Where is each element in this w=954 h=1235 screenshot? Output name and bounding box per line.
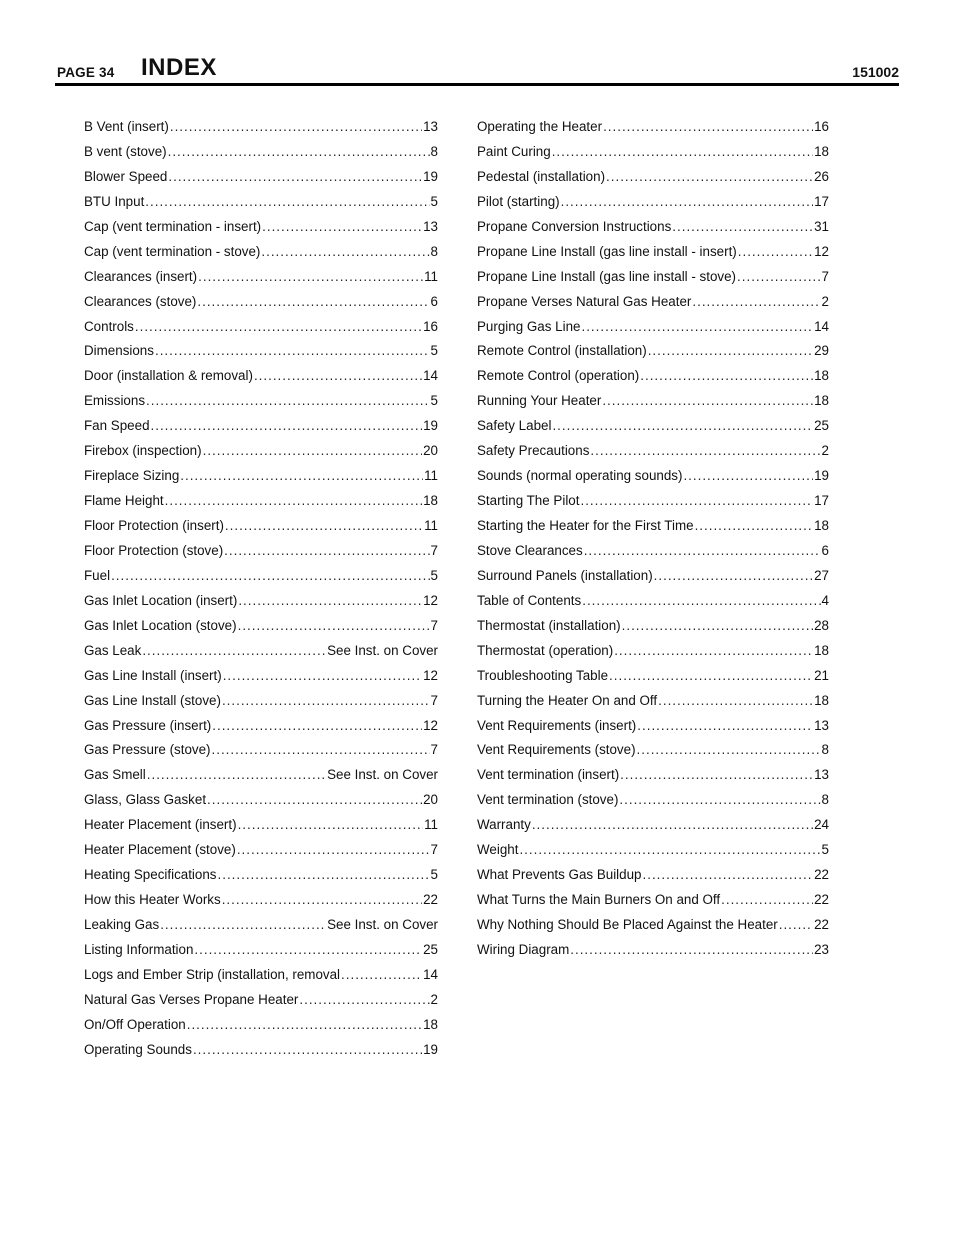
index-entry-label: Heater Placement (stove) bbox=[84, 842, 236, 858]
index-entry-page: 26 bbox=[814, 168, 829, 184]
index-entry-page: 5 bbox=[430, 567, 438, 583]
index-entry-page: 11 bbox=[424, 817, 438, 833]
dot-leader bbox=[261, 244, 429, 259]
index-entry bbox=[84, 817, 438, 842]
index-entry-label: Vent Requirements (insert) bbox=[477, 717, 637, 733]
index-entry-page: 31 bbox=[814, 218, 829, 234]
index-entry bbox=[477, 543, 829, 568]
index-entry bbox=[477, 767, 829, 792]
index-entry-page: 2 bbox=[821, 443, 829, 459]
index-entry-label: BTU Input bbox=[84, 193, 145, 209]
index-entry-label: Starting the Heater for the First Time bbox=[477, 518, 694, 533]
index-entry-page: 6 bbox=[430, 293, 438, 309]
dot-leader bbox=[519, 842, 820, 857]
index-entry-label: Listing Information bbox=[84, 941, 194, 957]
index-entry-label: Blower Speed bbox=[84, 168, 168, 184]
dot-leader bbox=[341, 967, 422, 982]
index-entry-label: B vent (stove) bbox=[84, 143, 167, 159]
dot-leader bbox=[648, 343, 813, 358]
index-entry bbox=[84, 792, 438, 817]
index-column-right bbox=[477, 119, 829, 967]
index-entry-label: Troubleshooting Table bbox=[477, 667, 609, 683]
index-entry-label: Glass, Glass Gasket bbox=[84, 792, 207, 808]
index-entry-label: Heater Placement (insert) bbox=[84, 817, 237, 833]
index-entry bbox=[477, 917, 829, 942]
index-entry-page: 6 bbox=[821, 542, 829, 558]
dot-leader bbox=[570, 942, 813, 957]
index-entry bbox=[84, 518, 438, 543]
dot-leader bbox=[584, 543, 821, 558]
index-entry-page: 2 bbox=[821, 293, 829, 309]
index-entry bbox=[84, 992, 438, 1017]
index-entry-label: Sounds (normal operating sounds) bbox=[477, 468, 683, 484]
dot-leader bbox=[643, 867, 814, 882]
dot-leader bbox=[111, 568, 429, 583]
index-entry-label: On/Off Operation bbox=[84, 1016, 186, 1032]
dot-leader bbox=[165, 493, 422, 508]
index-entry bbox=[84, 393, 438, 418]
index-entry-label: Table of Contents bbox=[477, 592, 582, 608]
index-entry-page: 12 bbox=[423, 667, 438, 683]
index-entry-page: 18 bbox=[814, 368, 829, 384]
dot-leader bbox=[145, 194, 429, 209]
index-entry bbox=[477, 942, 829, 967]
index-entry-label: What Turns the Main Burners On and Off bbox=[477, 892, 721, 908]
index-entry-label: Natural Gas Verses Propane Heater bbox=[84, 991, 299, 1007]
index-entry-page: 13 bbox=[814, 767, 829, 783]
dot-leader bbox=[168, 144, 430, 159]
dot-leader bbox=[779, 917, 813, 932]
index-entry bbox=[84, 368, 438, 393]
dot-leader bbox=[637, 742, 821, 757]
dot-leader bbox=[225, 518, 423, 533]
dot-leader bbox=[622, 618, 813, 633]
index-entry-page: 25 bbox=[423, 941, 438, 957]
dot-leader bbox=[151, 418, 423, 433]
index-entry-label: Weight bbox=[477, 842, 519, 858]
index-entry-page: See Inst. on Cover bbox=[327, 642, 438, 658]
index-entry bbox=[84, 693, 438, 718]
index-entry-label: Safety Label bbox=[477, 418, 552, 434]
index-entry-label: Surround Panels (installation) bbox=[477, 567, 653, 583]
index-entry-label: Operating the Heater bbox=[477, 119, 603, 134]
index-entry bbox=[477, 443, 829, 468]
dot-leader bbox=[238, 817, 424, 832]
index-entry bbox=[84, 418, 438, 443]
index-entry bbox=[84, 1042, 438, 1067]
index-entry-label: Pilot (starting) bbox=[477, 193, 560, 209]
dot-leader bbox=[222, 892, 422, 907]
index-entry bbox=[477, 892, 829, 917]
index-entry-page: 12 bbox=[814, 243, 829, 259]
index-entry bbox=[477, 319, 829, 344]
index-entry-label: Cap (vent termination - stove) bbox=[84, 243, 261, 259]
index-entry-page: 7 bbox=[430, 617, 438, 633]
index-entry bbox=[84, 443, 438, 468]
index-entry bbox=[477, 568, 829, 593]
dot-leader bbox=[187, 1017, 422, 1032]
index-entry-page: 16 bbox=[814, 119, 829, 134]
document-number: 151002 bbox=[852, 64, 899, 80]
index-entry-label: Gas Leak bbox=[84, 642, 142, 658]
dot-leader bbox=[609, 668, 813, 683]
index-entry-page: 20 bbox=[423, 792, 438, 808]
dot-leader bbox=[619, 792, 820, 807]
index-entry-label: Remote Control (operation) bbox=[477, 368, 640, 384]
index-entry-label: Leaking Gas bbox=[84, 917, 160, 932]
index-column-left bbox=[84, 119, 438, 1067]
index-entry-page: 19 bbox=[423, 1041, 438, 1057]
dot-leader bbox=[581, 319, 813, 334]
index-entry bbox=[84, 718, 438, 743]
dot-leader bbox=[737, 269, 821, 284]
index-entry-label: Gas Pressure (stove) bbox=[84, 742, 211, 758]
index-entry-page: 18 bbox=[814, 143, 829, 159]
dot-leader bbox=[218, 867, 430, 882]
dot-leader bbox=[606, 169, 813, 184]
index-entry-page: 12 bbox=[423, 717, 438, 733]
dot-leader bbox=[683, 468, 813, 483]
index-entry-page: 13 bbox=[423, 119, 438, 134]
index-entry-label: Controls bbox=[84, 318, 134, 334]
index-entry bbox=[84, 319, 438, 344]
index-entry bbox=[84, 842, 438, 867]
index-entry-label: Firebox (inspection) bbox=[84, 443, 202, 459]
index-entry-page: See Inst. on Cover bbox=[327, 767, 438, 783]
index-entry bbox=[84, 618, 438, 643]
index-entry bbox=[84, 493, 438, 518]
index-entry-label: Door (installation & removal) bbox=[84, 368, 253, 384]
index-entry-page: 22 bbox=[814, 917, 829, 932]
index-entry-label: Cap (vent termination - insert) bbox=[84, 218, 262, 234]
index-entry-label: Fireplace Sizing bbox=[84, 468, 180, 484]
index-entry-label: Why Nothing Should Be Placed Against the Heater bbox=[477, 917, 778, 932]
index-entry bbox=[84, 967, 438, 992]
dot-leader bbox=[155, 343, 430, 358]
index-entry-label: Propane Verses Natural Gas Heater bbox=[477, 293, 692, 309]
dot-leader bbox=[614, 643, 813, 658]
dot-leader bbox=[194, 942, 422, 957]
index-entry-page: 5 bbox=[430, 193, 438, 209]
index-entry bbox=[84, 543, 438, 568]
index-entry-page: 11 bbox=[424, 468, 438, 484]
dot-leader bbox=[238, 618, 430, 633]
dot-leader bbox=[738, 244, 813, 259]
dot-leader bbox=[620, 767, 813, 782]
index-entry-label: Clearances (insert) bbox=[84, 268, 198, 284]
index-entry-page: 7 bbox=[430, 742, 438, 758]
index-entry-page: 22 bbox=[814, 892, 829, 908]
index-entry-page: 7 bbox=[821, 268, 829, 284]
page-header bbox=[55, 52, 899, 86]
dot-leader bbox=[160, 917, 326, 932]
index-entry-page: 18 bbox=[814, 518, 829, 533]
dot-leader bbox=[552, 144, 813, 159]
index-entry bbox=[477, 867, 829, 892]
index-entry bbox=[477, 418, 829, 443]
index-entry-page: 14 bbox=[423, 368, 438, 384]
dot-leader bbox=[299, 992, 429, 1007]
index-entry-page: 13 bbox=[814, 717, 829, 733]
index-entry-label: Clearances (stove) bbox=[84, 293, 197, 309]
dot-leader bbox=[672, 219, 813, 234]
index-entry-page: 13 bbox=[423, 218, 438, 234]
index-entry-label: Purging Gas Line bbox=[477, 318, 581, 334]
index-entry-label: Warranty bbox=[477, 817, 531, 833]
index-entry-page: 17 bbox=[814, 493, 829, 509]
index-entry bbox=[477, 718, 829, 743]
index-entry-page: 18 bbox=[814, 642, 829, 658]
index-entry-label: B Vent (insert) bbox=[84, 119, 169, 134]
dot-leader bbox=[170, 119, 422, 134]
index-entry-page: 5 bbox=[821, 842, 829, 858]
index-entry bbox=[84, 269, 438, 294]
index-entry-page: 25 bbox=[814, 418, 829, 434]
dot-leader bbox=[602, 393, 813, 408]
dot-leader bbox=[561, 194, 813, 209]
index-entry-page: 27 bbox=[814, 567, 829, 583]
index-entry bbox=[84, 343, 438, 368]
index-entry-label: Gas Smell bbox=[84, 767, 146, 783]
index-entry-label: Thermostat (operation) bbox=[477, 642, 614, 658]
index-entry-page: 7 bbox=[430, 692, 438, 708]
index-entry bbox=[477, 468, 829, 493]
dot-leader bbox=[603, 119, 813, 134]
index-entry bbox=[477, 269, 829, 294]
dot-leader bbox=[222, 693, 430, 708]
index-entry-label: Starting The Pilot bbox=[477, 493, 580, 509]
dot-leader bbox=[212, 718, 422, 733]
index-entry bbox=[477, 119, 829, 144]
index-entry-label: Gas Inlet Location (insert) bbox=[84, 592, 238, 608]
index-entry bbox=[477, 842, 829, 867]
index-entry-page: 11 bbox=[424, 268, 438, 284]
index-entry-page: 8 bbox=[821, 742, 829, 758]
index-entry bbox=[477, 693, 829, 718]
index-entry-label: Logs and Ember Strip (installation, removal bbox=[84, 966, 341, 982]
index-entry bbox=[477, 244, 829, 269]
index-entry-label: Running Your Heater bbox=[477, 393, 602, 409]
index-entry bbox=[84, 742, 438, 767]
index-entry-label: How this Heater Works bbox=[84, 892, 221, 908]
index-entry bbox=[477, 817, 829, 842]
dot-leader bbox=[262, 219, 422, 234]
index-entry bbox=[477, 219, 829, 244]
index-entry bbox=[477, 393, 829, 418]
dot-leader bbox=[552, 418, 813, 433]
index-entry-label: Fan Speed bbox=[84, 418, 150, 434]
dot-leader bbox=[223, 668, 422, 683]
index-entry bbox=[84, 294, 438, 319]
dot-leader bbox=[658, 693, 813, 708]
index-entry-page: 18 bbox=[423, 1016, 438, 1032]
index-entry-label: Gas Pressure (insert) bbox=[84, 717, 212, 733]
index-entry-page: 20 bbox=[423, 443, 438, 459]
dot-leader bbox=[532, 817, 813, 832]
dot-leader bbox=[197, 294, 429, 309]
index-entry-page: 8 bbox=[430, 243, 438, 259]
index-entry bbox=[84, 169, 438, 194]
index-entry-label: Heating Specifications bbox=[84, 867, 217, 883]
index-entry bbox=[477, 618, 829, 643]
index-entry-label: Gas Line Install (stove) bbox=[84, 692, 221, 708]
index-entry-label: Vent Requirements (stove) bbox=[477, 742, 636, 758]
index-entry bbox=[477, 343, 829, 368]
dot-leader bbox=[146, 393, 430, 408]
dot-leader bbox=[238, 593, 422, 608]
index-entry bbox=[84, 643, 438, 668]
index-entry-label: Propane Line Install (gas line install - stove) bbox=[477, 268, 737, 284]
index-entry bbox=[84, 244, 438, 269]
index-entry-label: Safety Precautions bbox=[477, 443, 590, 459]
index-entry-label: Floor Protection (stove) bbox=[84, 542, 224, 558]
index-entry bbox=[477, 792, 829, 817]
index-entry-label: Paint Curing bbox=[477, 143, 551, 159]
index-entry-page: 17 bbox=[814, 193, 829, 209]
dot-leader bbox=[237, 842, 430, 857]
index-entry-page: 28 bbox=[814, 617, 829, 633]
index-entry-page: 7 bbox=[430, 842, 438, 858]
dot-leader bbox=[692, 294, 820, 309]
index-entry bbox=[84, 219, 438, 244]
index-entry-page: 5 bbox=[430, 867, 438, 883]
index-entry-page: 18 bbox=[814, 393, 829, 409]
index-entry-page: 14 bbox=[423, 966, 438, 982]
index-entry bbox=[477, 294, 829, 319]
index-entry-label: Vent termination (stove) bbox=[477, 792, 619, 808]
index-entry bbox=[477, 742, 829, 767]
page-number-label: PAGE 34 bbox=[57, 65, 115, 80]
dot-leader bbox=[207, 792, 422, 807]
index-entry-label: Propane Line Install (gas line install - insert) bbox=[477, 243, 737, 259]
index-entry bbox=[477, 169, 829, 194]
index-entry-page: 21 bbox=[814, 667, 829, 683]
index-entry bbox=[477, 643, 829, 668]
dot-leader bbox=[695, 518, 814, 533]
index-entry bbox=[84, 194, 438, 219]
index-entry bbox=[84, 593, 438, 618]
index-entry-page: 18 bbox=[814, 692, 829, 708]
index-entry-page: 11 bbox=[424, 518, 438, 533]
index-entry-label: Emissions bbox=[84, 393, 146, 409]
index-entry-page: 14 bbox=[814, 318, 829, 334]
dot-leader bbox=[637, 718, 813, 733]
dot-leader bbox=[582, 593, 820, 608]
index-entry-page: 24 bbox=[814, 817, 829, 833]
index-entry-label: Propane Conversion Instructions bbox=[477, 218, 672, 234]
dot-leader bbox=[212, 742, 430, 757]
index-entry bbox=[84, 942, 438, 967]
index-entry-page: 7 bbox=[430, 542, 438, 558]
dot-leader bbox=[254, 368, 422, 383]
index-entry bbox=[84, 892, 438, 917]
index-entry-label: Remote Control (installation) bbox=[477, 343, 647, 359]
dot-leader bbox=[654, 568, 813, 583]
index-entry-page: 19 bbox=[423, 168, 438, 184]
dot-leader bbox=[180, 468, 423, 483]
index-entry bbox=[84, 468, 438, 493]
index-entry-label: Gas Inlet Location (stove) bbox=[84, 617, 237, 633]
dot-leader bbox=[203, 443, 423, 458]
index-entry-label: Stove Clearances bbox=[477, 542, 583, 558]
index-entry-label: Dimensions bbox=[84, 343, 154, 359]
index-entry-label: Operating Sounds bbox=[84, 1041, 192, 1057]
index-entry-label: Thermostat (installation) bbox=[477, 617, 621, 633]
index-entry-label: Fuel bbox=[84, 567, 111, 583]
index-entry-label: What Prevents Gas Buildup bbox=[477, 867, 642, 883]
index-entry-page: 5 bbox=[430, 393, 438, 409]
index-entry-label: Wiring Diagram bbox=[477, 941, 570, 957]
index-entry bbox=[477, 368, 829, 393]
dot-leader bbox=[640, 368, 813, 383]
index-entry bbox=[477, 593, 829, 618]
index-entry-label: Gas Line Install (insert) bbox=[84, 667, 222, 683]
index-entry-label: Flame Height bbox=[84, 493, 164, 509]
index-entry-page: 22 bbox=[814, 867, 829, 883]
index-entry-page: 23 bbox=[814, 941, 829, 957]
dot-leader bbox=[590, 443, 820, 458]
index-entry bbox=[477, 668, 829, 693]
dot-leader bbox=[224, 543, 429, 558]
index-entry bbox=[84, 917, 438, 942]
index-entry-page: 4 bbox=[821, 592, 829, 608]
index-entry bbox=[477, 194, 829, 219]
dot-leader bbox=[193, 1042, 422, 1057]
index-entry bbox=[84, 144, 438, 169]
index-entry-label: Turning the Heater On and Off bbox=[477, 692, 658, 708]
index-entry bbox=[477, 144, 829, 169]
index-entry-label: Pedestal (installation) bbox=[477, 168, 606, 184]
index-entry-label: Vent termination (insert) bbox=[477, 767, 620, 783]
index-entry bbox=[84, 867, 438, 892]
index-entry bbox=[477, 518, 829, 543]
index-entry bbox=[84, 119, 438, 144]
index-entry-page: 18 bbox=[423, 493, 438, 509]
index-entry bbox=[84, 767, 438, 792]
index-entry-label: Floor Protection (insert) bbox=[84, 518, 224, 533]
index-entry-page: 8 bbox=[821, 792, 829, 808]
index-entry-page: 16 bbox=[423, 318, 438, 334]
dot-leader bbox=[135, 319, 422, 334]
dot-leader bbox=[147, 767, 326, 782]
index-entry-page: 2 bbox=[430, 991, 438, 1007]
index-entry bbox=[84, 1017, 438, 1042]
index-entry-page: 5 bbox=[430, 343, 438, 359]
dot-leader bbox=[580, 493, 813, 508]
index-entry bbox=[477, 493, 829, 518]
index-entry-page: See Inst. on Cover bbox=[327, 917, 438, 932]
dot-leader bbox=[198, 269, 423, 284]
page-title: INDEX bbox=[141, 54, 217, 81]
index-entry-page: 19 bbox=[423, 418, 438, 434]
dot-leader bbox=[721, 892, 813, 907]
index-entry-page: 22 bbox=[423, 892, 438, 908]
index-entry-page: 19 bbox=[814, 468, 829, 484]
dot-leader bbox=[142, 643, 326, 658]
index-entry-page: 29 bbox=[814, 343, 829, 359]
dot-leader bbox=[168, 169, 422, 184]
index-entry bbox=[84, 668, 438, 693]
index-entry-page: 12 bbox=[423, 592, 438, 608]
index-entry-page: 8 bbox=[430, 143, 438, 159]
index-entry bbox=[84, 568, 438, 593]
